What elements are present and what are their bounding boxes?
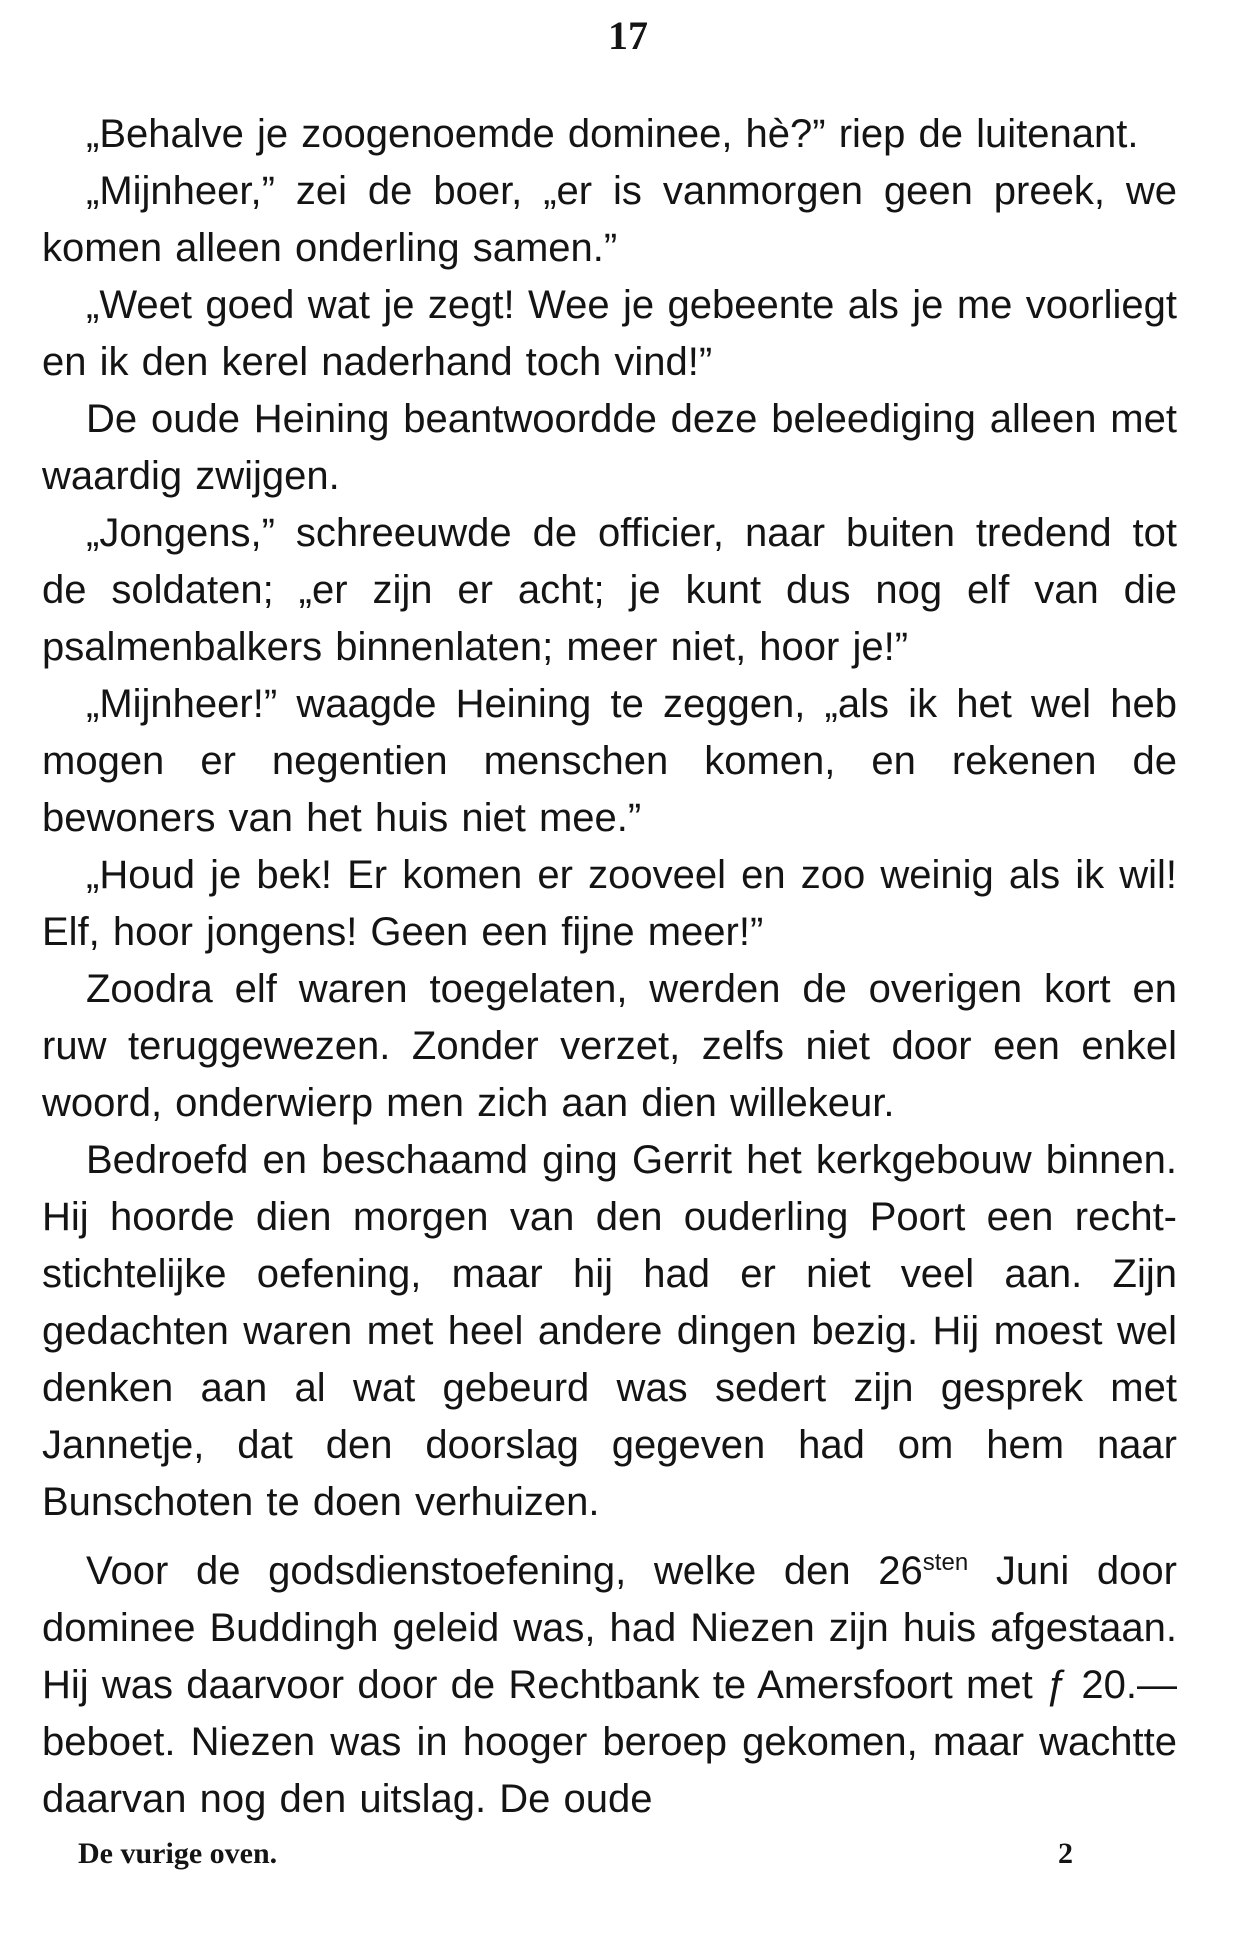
footer-book-title: De vurige oven. — [78, 1837, 278, 1870]
paragraph — [42, 1543, 1177, 1828]
body-text — [42, 106, 1177, 1828]
paragraph: „Mijnheer!” waagde Heining te zeggen, „als ik het wel heb mogen er negentien menschen komen, en rekenen de bewoners van het huis niet mee.” — [42, 682, 1177, 840]
paragraph: „Jongens,” schreeuwde de officier, naar buiten tredend tot de soldaten; „er zijn er acht; je kunt dus nog elf van die psalmenbalkers binnenlaten; meer niet, hoor je!” — [42, 511, 1177, 669]
page-number: 17 — [608, 13, 648, 58]
paragraph: „Weet goed wat je zegt! Wee je gebeente als je me voorliegt en ik den kerel naderhand toch vind!” — [42, 283, 1177, 384]
ordinal-superscript: sten — [922, 1549, 969, 1576]
paragraph: „Behalve je zoogenoemde dominee, hè?” riep de luitenant. — [86, 112, 1139, 156]
paragraph: De oude Heining beantwoordde deze beleediging alleen met waardig zwijgen. — [42, 397, 1177, 498]
paragraph-text: Voor de godsdienstoefening, welke den 26 — [86, 1549, 923, 1593]
paragraph: Zoodra elf waren toegelaten, werden de overigen kort en ruw teruggewezen. Zonder verzet, zelfs niet door een enkel woord, onderwierp men zich aan dien willekeur. — [42, 967, 1177, 1125]
paragraph: Bedroefd en beschaamd ging Gerrit het kerkgebouw binnen. Hij hoorde dien morgen van den ouderling Poort een recht-stichtelijke oefening, maar hij had er niet veel aan. Zijn gedachten waren met heel andere dingen bezig. Hij moest wel denken aan al wat gebeurd was sedert zijn gesprek met Jannetje, dat den doorslag gegeven had om hem naar Bunschoten te doen verhuizen. — [42, 1138, 1177, 1524]
signature-mark: 2 — [1058, 1837, 1073, 1870]
paragraph-text: Juni door dominee Buddingh geleid was, had Niezen zijn huis afgestaan. Hij was daarvoor door de Rechtbank te Amersfoort met ƒ 20.— beboet. Niezen was in hooger beroep gekomen, maar wachtte daarvan nog den uitslag. De oude — [42, 1549, 1177, 1821]
page-footer — [78, 1836, 1078, 1872]
paragraph: „Mijnheer,” zei de boer, „er is vanmorgen geen preek, we komen alleen onderling samen.” — [42, 169, 1177, 270]
paragraph: „Houd je bek! Er komen er zooveel en zoo weinig als ik wil! Elf, hoor jongens! Geen een fijne meer!” — [42, 853, 1177, 954]
